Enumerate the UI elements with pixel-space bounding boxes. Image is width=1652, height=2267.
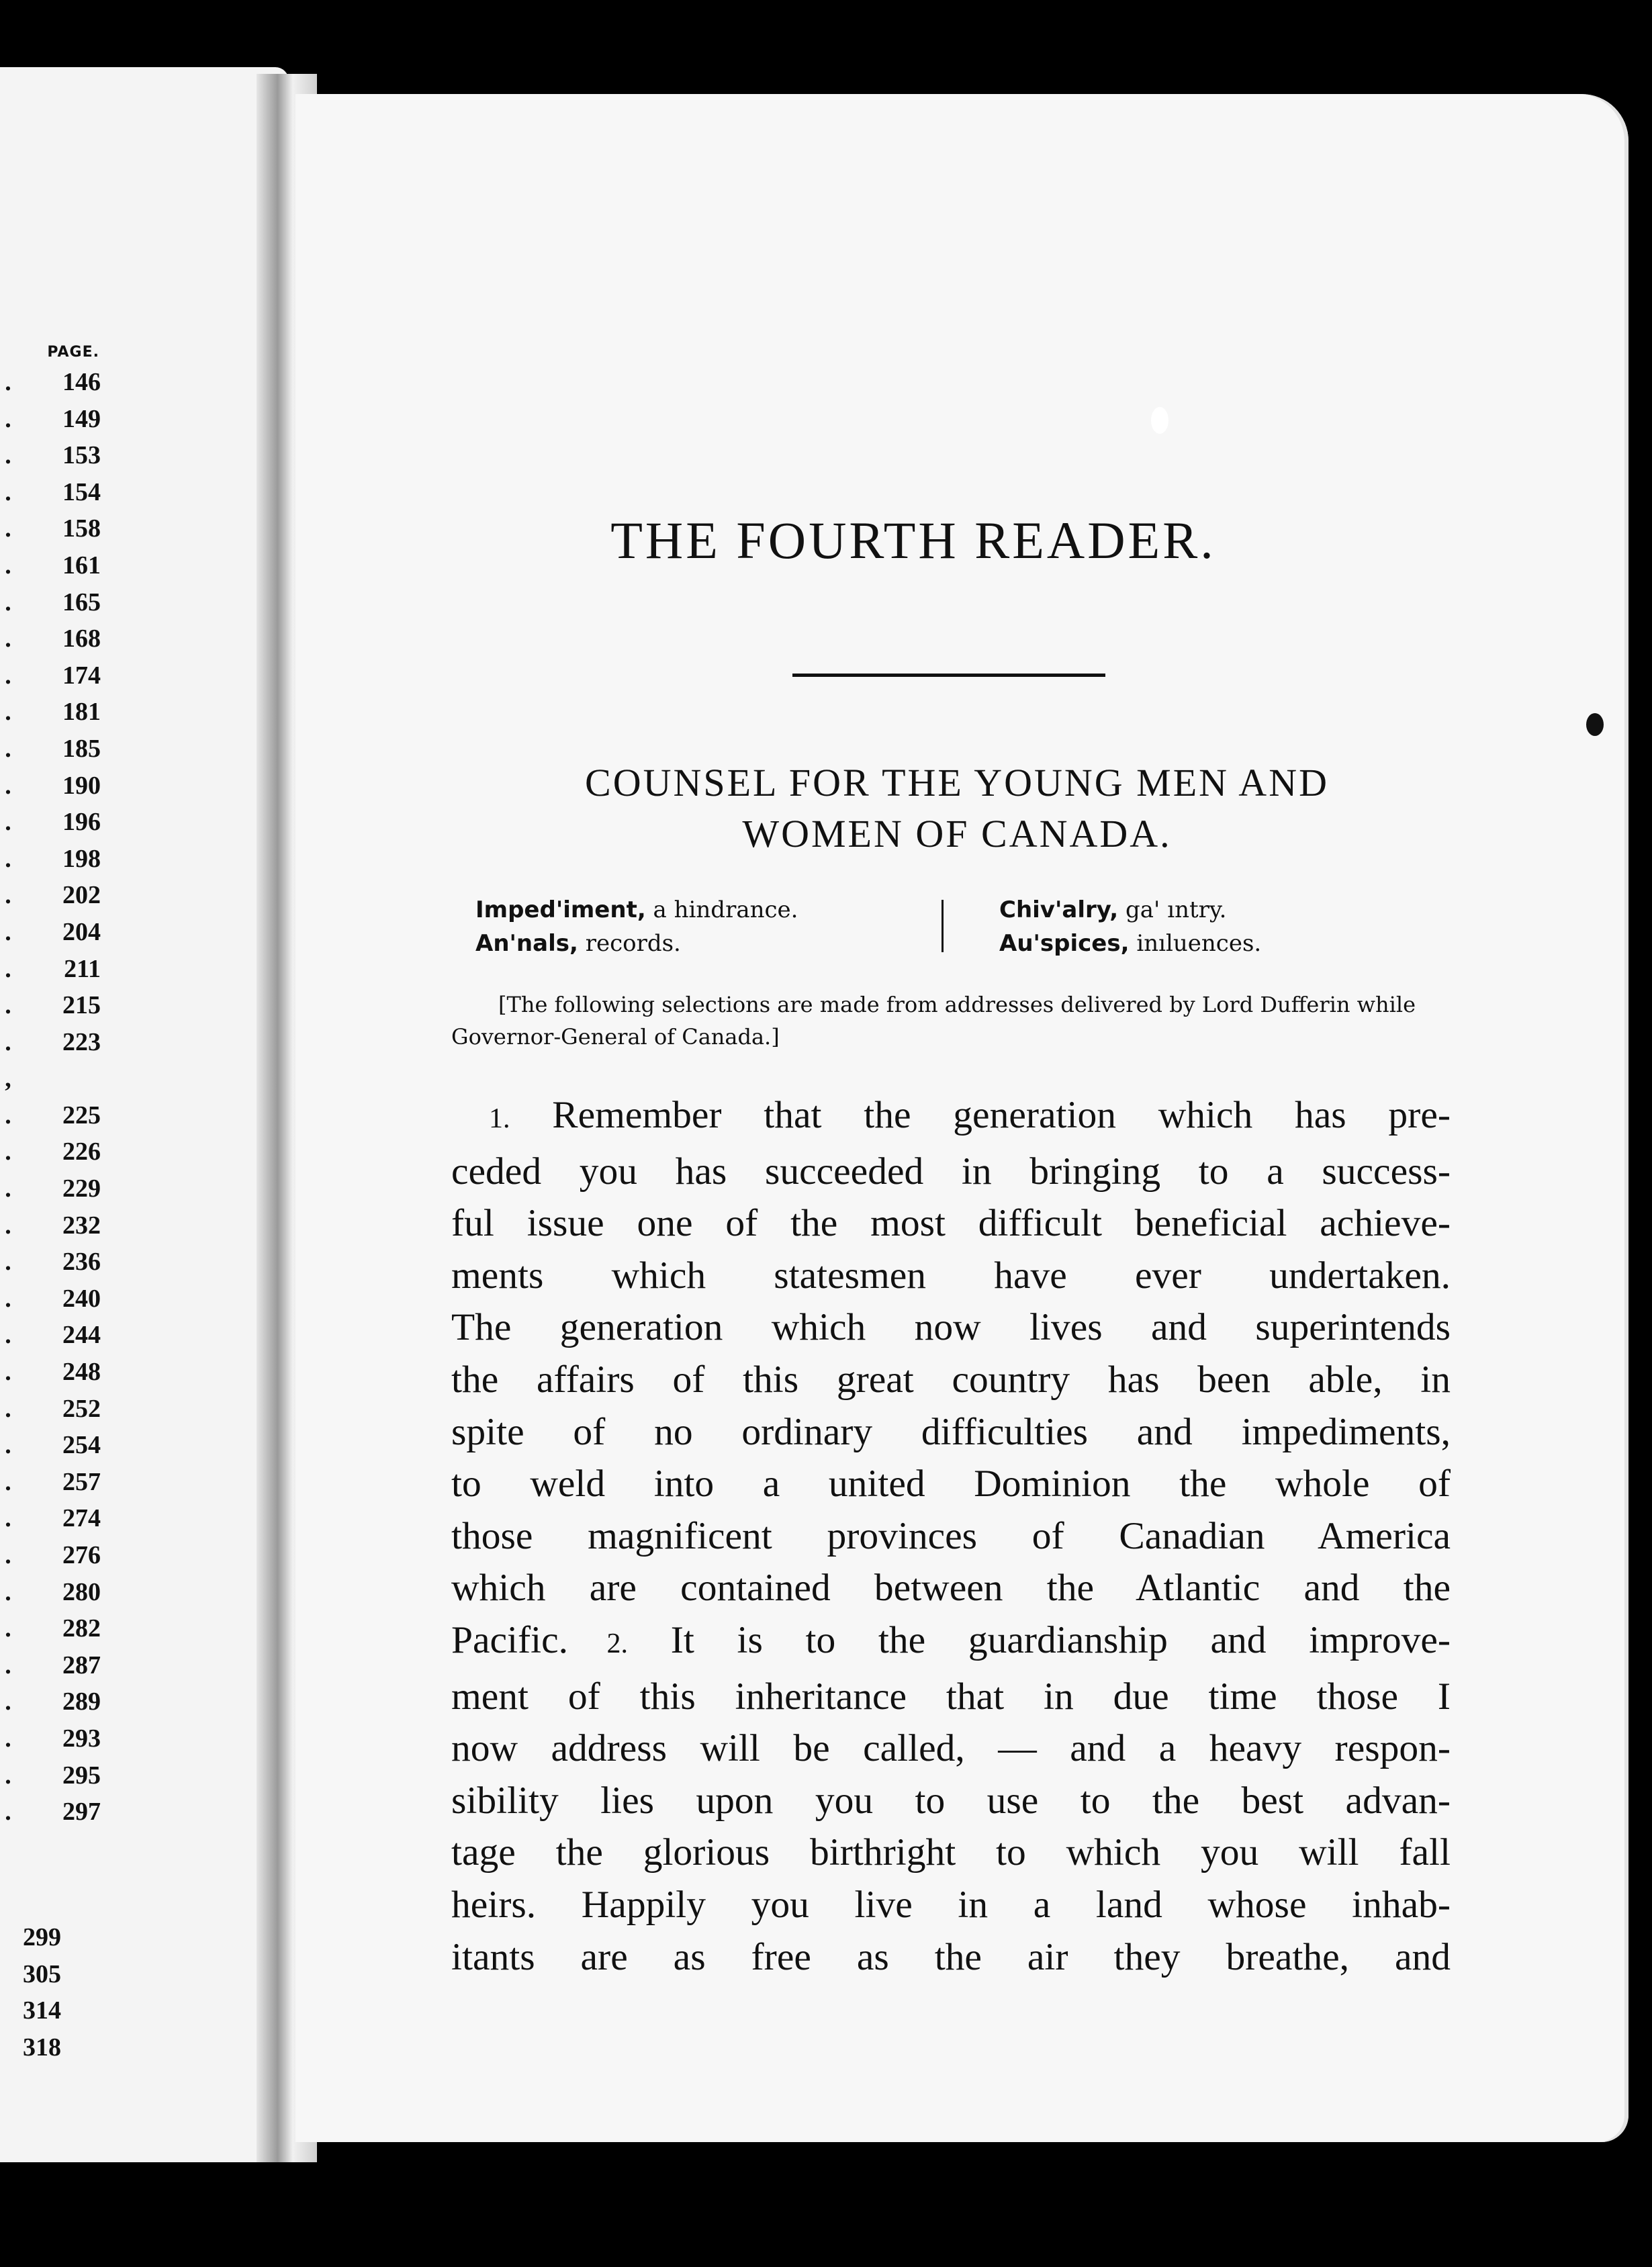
index-row <box>0 1464 114 1501</box>
vocab-meaning: a hindrance. <box>645 896 798 923</box>
index-page-number: 299 <box>23 1923 61 1951</box>
index-page-number: 236 <box>62 1248 101 1277</box>
index-row <box>0 1500 114 1537</box>
index-row <box>0 1427 114 1464</box>
index-leader: . <box>5 1138 11 1166</box>
index-leader: . <box>5 477 11 506</box>
index-page-number: 181 <box>62 698 101 727</box>
index-leader: . <box>5 1614 11 1643</box>
index-leader: . <box>5 661 11 690</box>
index-page-number: 185 <box>62 734 101 763</box>
title-rule <box>792 674 1105 677</box>
index-leader: . <box>5 1284 11 1313</box>
lesson-title-line2: WOMEN OF CANADA. <box>742 812 1172 855</box>
index-leader: . <box>5 881 11 910</box>
index-leader: . <box>5 1798 11 1826</box>
vocabulary-right <box>999 893 1261 960</box>
index-page-number: 274 <box>62 1504 101 1533</box>
index-row <box>0 731 114 768</box>
text-line <box>451 1250 1451 1302</box>
body-paragraph <box>451 1089 1451 1983</box>
index-page-number: 293 <box>62 1724 101 1753</box>
editorial-note: [The following selections are made from addresses delivered by Lord Dufferin while Governor-General of Canada.] <box>451 992 1416 1050</box>
index-leader: . <box>5 1467 11 1496</box>
index-leader: . <box>5 1027 11 1056</box>
vocab-word: Au'spices, <box>999 930 1130 957</box>
line-text: the affairs of this great country has been able, in <box>451 1358 1451 1401</box>
index-row <box>0 987 114 1024</box>
line-text: which are contained between the Atlantic and the <box>451 1567 1451 1610</box>
page-index-list <box>0 364 114 1831</box>
index-page-number: 168 <box>62 624 101 653</box>
index-page-number: 297 <box>62 1798 101 1826</box>
text-line <box>451 1354 1451 1406</box>
index-leader: . <box>5 808 11 837</box>
text-line <box>451 1406 1451 1459</box>
index-page-number: 149 <box>62 404 101 433</box>
index-row <box>0 510 114 547</box>
vocab-word: Chiv'alry, <box>999 896 1119 923</box>
index-page-number: 257 <box>62 1467 101 1496</box>
index-page-number: 165 <box>62 588 101 616</box>
index-row <box>0 1647 114 1684</box>
line-text: those magnificent provinces of Canadian America <box>451 1514 1451 1557</box>
index-page-number: 287 <box>62 1651 101 1679</box>
index-leader: . <box>5 771 11 800</box>
index-leader: . <box>5 1541 11 1569</box>
paragraph-number: 2. <box>606 1628 629 1659</box>
index-row <box>0 620 114 657</box>
index-leader: . <box>5 1651 11 1679</box>
index-leader: . <box>5 1248 11 1277</box>
index-row <box>0 657 114 694</box>
index-page-number: 158 <box>62 514 101 543</box>
index-page-number: 248 <box>62 1358 101 1387</box>
index-row <box>0 1207 114 1244</box>
index-row <box>0 1170 114 1207</box>
index-page-number: 223 <box>62 1027 101 1056</box>
index-leader: . <box>5 1321 11 1350</box>
index-row <box>0 364 114 401</box>
page-index-list-tail <box>0 1919 81 2066</box>
index-leader: . <box>5 441 11 470</box>
index-page-number: 314 <box>23 1996 61 2025</box>
index-page-number: 154 <box>62 477 101 506</box>
vocab-item <box>475 927 798 960</box>
line-text: spite of no ordinary difficulties and impediments, <box>451 1410 1451 1453</box>
text-line <box>451 1671 1451 1723</box>
text-line <box>451 1510 1451 1563</box>
index-page-number: 198 <box>62 844 101 873</box>
left-page <box>0 67 289 2162</box>
index-row <box>0 437 114 474</box>
index-leader: . <box>5 368 11 396</box>
index-leader: . <box>5 1211 11 1240</box>
index-leader: . <box>5 1504 11 1533</box>
index-leader: . <box>5 1687 11 1716</box>
index-row <box>0 1720 114 1757</box>
index-row <box>0 1919 81 1956</box>
index-row <box>0 768 114 804</box>
line-text: ments which statesmen have ever undertaken. <box>451 1254 1451 1297</box>
index-page-number: 190 <box>62 771 101 800</box>
index-leader: . <box>5 588 11 616</box>
index-row <box>0 547 114 584</box>
text-line <box>451 1562 1451 1614</box>
text-line <box>451 1301 1451 1354</box>
index-leader: . <box>5 1577 11 1606</box>
text-line <box>451 1879 1451 1931</box>
vocab-divider <box>942 900 944 952</box>
paragraph-number: 1. <box>489 1103 510 1134</box>
line-text: ment of this inheritance that in due time those I <box>451 1675 1451 1718</box>
line-text: tage the glorious birthright to which you will fall <box>451 1831 1451 1874</box>
lesson-title <box>463 757 1451 860</box>
index-page-number: 225 <box>62 1101 101 1129</box>
index-leader: . <box>5 404 11 433</box>
index-row <box>0 694 114 731</box>
index-row <box>0 1683 114 1720</box>
text-line <box>451 1775 1451 1827</box>
index-row <box>0 1794 114 1831</box>
index-leader: . <box>5 917 11 946</box>
line-text: ceded you has succeeded in bringing to a success- <box>451 1150 1451 1193</box>
line-text: heirs. Happily you live in a land whose inhab- <box>451 1883 1451 1926</box>
text-line <box>451 1458 1451 1510</box>
index-header: PAGE. <box>47 344 99 361</box>
index-row <box>0 1060 114 1097</box>
index-page-number: 305 <box>23 1959 61 1988</box>
line-text: itants are as free as the air they breathe, and <box>451 1935 1451 1978</box>
index-row <box>0 951 114 988</box>
index-page-number: 161 <box>62 551 101 580</box>
index-row <box>0 877 114 914</box>
index-leader: . <box>5 624 11 653</box>
index-page-number: 202 <box>62 881 101 910</box>
index-page-number: 146 <box>62 368 101 396</box>
index-page-number: 289 <box>62 1687 101 1716</box>
index-leader: . <box>5 1724 11 1753</box>
index-leader: . <box>5 514 11 543</box>
index-row <box>0 1024 114 1061</box>
index-row <box>0 1281 114 1317</box>
text-line <box>451 1722 1451 1775</box>
index-page-number: 196 <box>62 808 101 837</box>
index-leader: . <box>5 991 11 1020</box>
index-page-number: 254 <box>62 1431 101 1460</box>
index-row <box>0 841 114 878</box>
index-page-number: 174 <box>62 661 101 690</box>
text-line <box>451 1089 1451 1146</box>
index-row <box>0 584 114 621</box>
index-leader: . <box>5 1761 11 1790</box>
index-leader: . <box>5 844 11 873</box>
vocab-item <box>475 893 798 927</box>
vocab-item <box>999 927 1261 960</box>
index-row <box>0 1574 114 1611</box>
text-line <box>451 1197 1451 1250</box>
index-page-number: 276 <box>62 1541 101 1569</box>
index-page-number: 252 <box>62 1394 101 1423</box>
line-text: It is to the guardianship and improve- <box>628 1618 1451 1661</box>
lesson-title-line1: COUNSEL FOR THE YOUNG MEN AND <box>585 761 1329 804</box>
index-leader: . <box>5 1394 11 1423</box>
vocabulary-left <box>475 893 798 960</box>
index-row <box>0 1317 114 1354</box>
vocab-word: An'nals, <box>475 930 578 957</box>
index-leader: . <box>5 1358 11 1387</box>
line-text: Remember that the generation which has pre- <box>510 1094 1451 1136</box>
index-row <box>0 1537 114 1574</box>
vocab-meaning: inıluences. <box>1129 930 1262 957</box>
index-row <box>0 1757 114 1794</box>
index-page-number: 280 <box>62 1577 101 1606</box>
index-page-number: 295 <box>62 1761 101 1790</box>
text-line <box>451 1931 1451 1984</box>
vocab-meaning: ga' ıntry. <box>1118 896 1227 923</box>
index-page-number: 318 <box>23 2033 61 2062</box>
index-row <box>0 1956 81 1993</box>
index-row <box>0 1391 114 1428</box>
text-line <box>451 1614 1451 1671</box>
index-row <box>0 1134 114 1170</box>
index-leader: . <box>5 954 11 983</box>
text-line <box>451 1826 1451 1879</box>
text-line <box>451 1146 1451 1198</box>
index-page-number: 240 <box>62 1284 101 1313</box>
line-text: The generation which now lives and superintends <box>451 1306 1451 1349</box>
vocab-item <box>999 893 1261 927</box>
index-leader: . <box>5 1174 11 1203</box>
vocab-word: Imped'iment, <box>475 896 646 923</box>
index-row <box>0 2029 81 2066</box>
index-page-number: 282 <box>62 1614 101 1643</box>
index-row <box>0 1244 114 1281</box>
index-page-number: 211 <box>64 954 101 983</box>
index-row <box>0 1354 114 1391</box>
book-title: THE FOURTH READER. <box>610 511 1216 569</box>
line-text: to weld into a united Dominion the whole of <box>451 1463 1451 1506</box>
index-page-number: 226 <box>62 1138 101 1166</box>
index-row <box>0 474 114 511</box>
index-page-number: 204 <box>62 917 101 946</box>
line-text: Pacific. <box>451 1618 569 1661</box>
index-leader: . <box>5 1101 11 1129</box>
index-leader: , <box>5 1064 11 1093</box>
index-row <box>0 1992 81 2029</box>
index-page-number: 215 <box>62 991 101 1020</box>
line-text: sibility lies upon you to use to the best advan- <box>451 1779 1451 1822</box>
ink-smudge <box>1586 713 1604 736</box>
index-row <box>0 914 114 951</box>
index-row <box>0 1610 114 1647</box>
index-row <box>0 401 114 438</box>
index-page-number: 153 <box>62 441 101 470</box>
index-leader: . <box>5 698 11 727</box>
index-leader: . <box>5 1431 11 1460</box>
line-text: ful issue one of the most difficult beneficial achieve- <box>451 1202 1451 1245</box>
index-leader: . <box>5 551 11 580</box>
index-page-number: 229 <box>62 1174 101 1203</box>
line-text: now address will be called, — and a heavy respon- <box>451 1727 1451 1770</box>
index-page-number: 244 <box>62 1321 101 1350</box>
index-row <box>0 804 114 841</box>
index-leader: . <box>5 734 11 763</box>
index-page-number: 232 <box>62 1211 101 1240</box>
vocab-meaning: records. <box>578 930 681 957</box>
ink-smudge <box>1151 407 1168 434</box>
index-row <box>0 1097 114 1134</box>
